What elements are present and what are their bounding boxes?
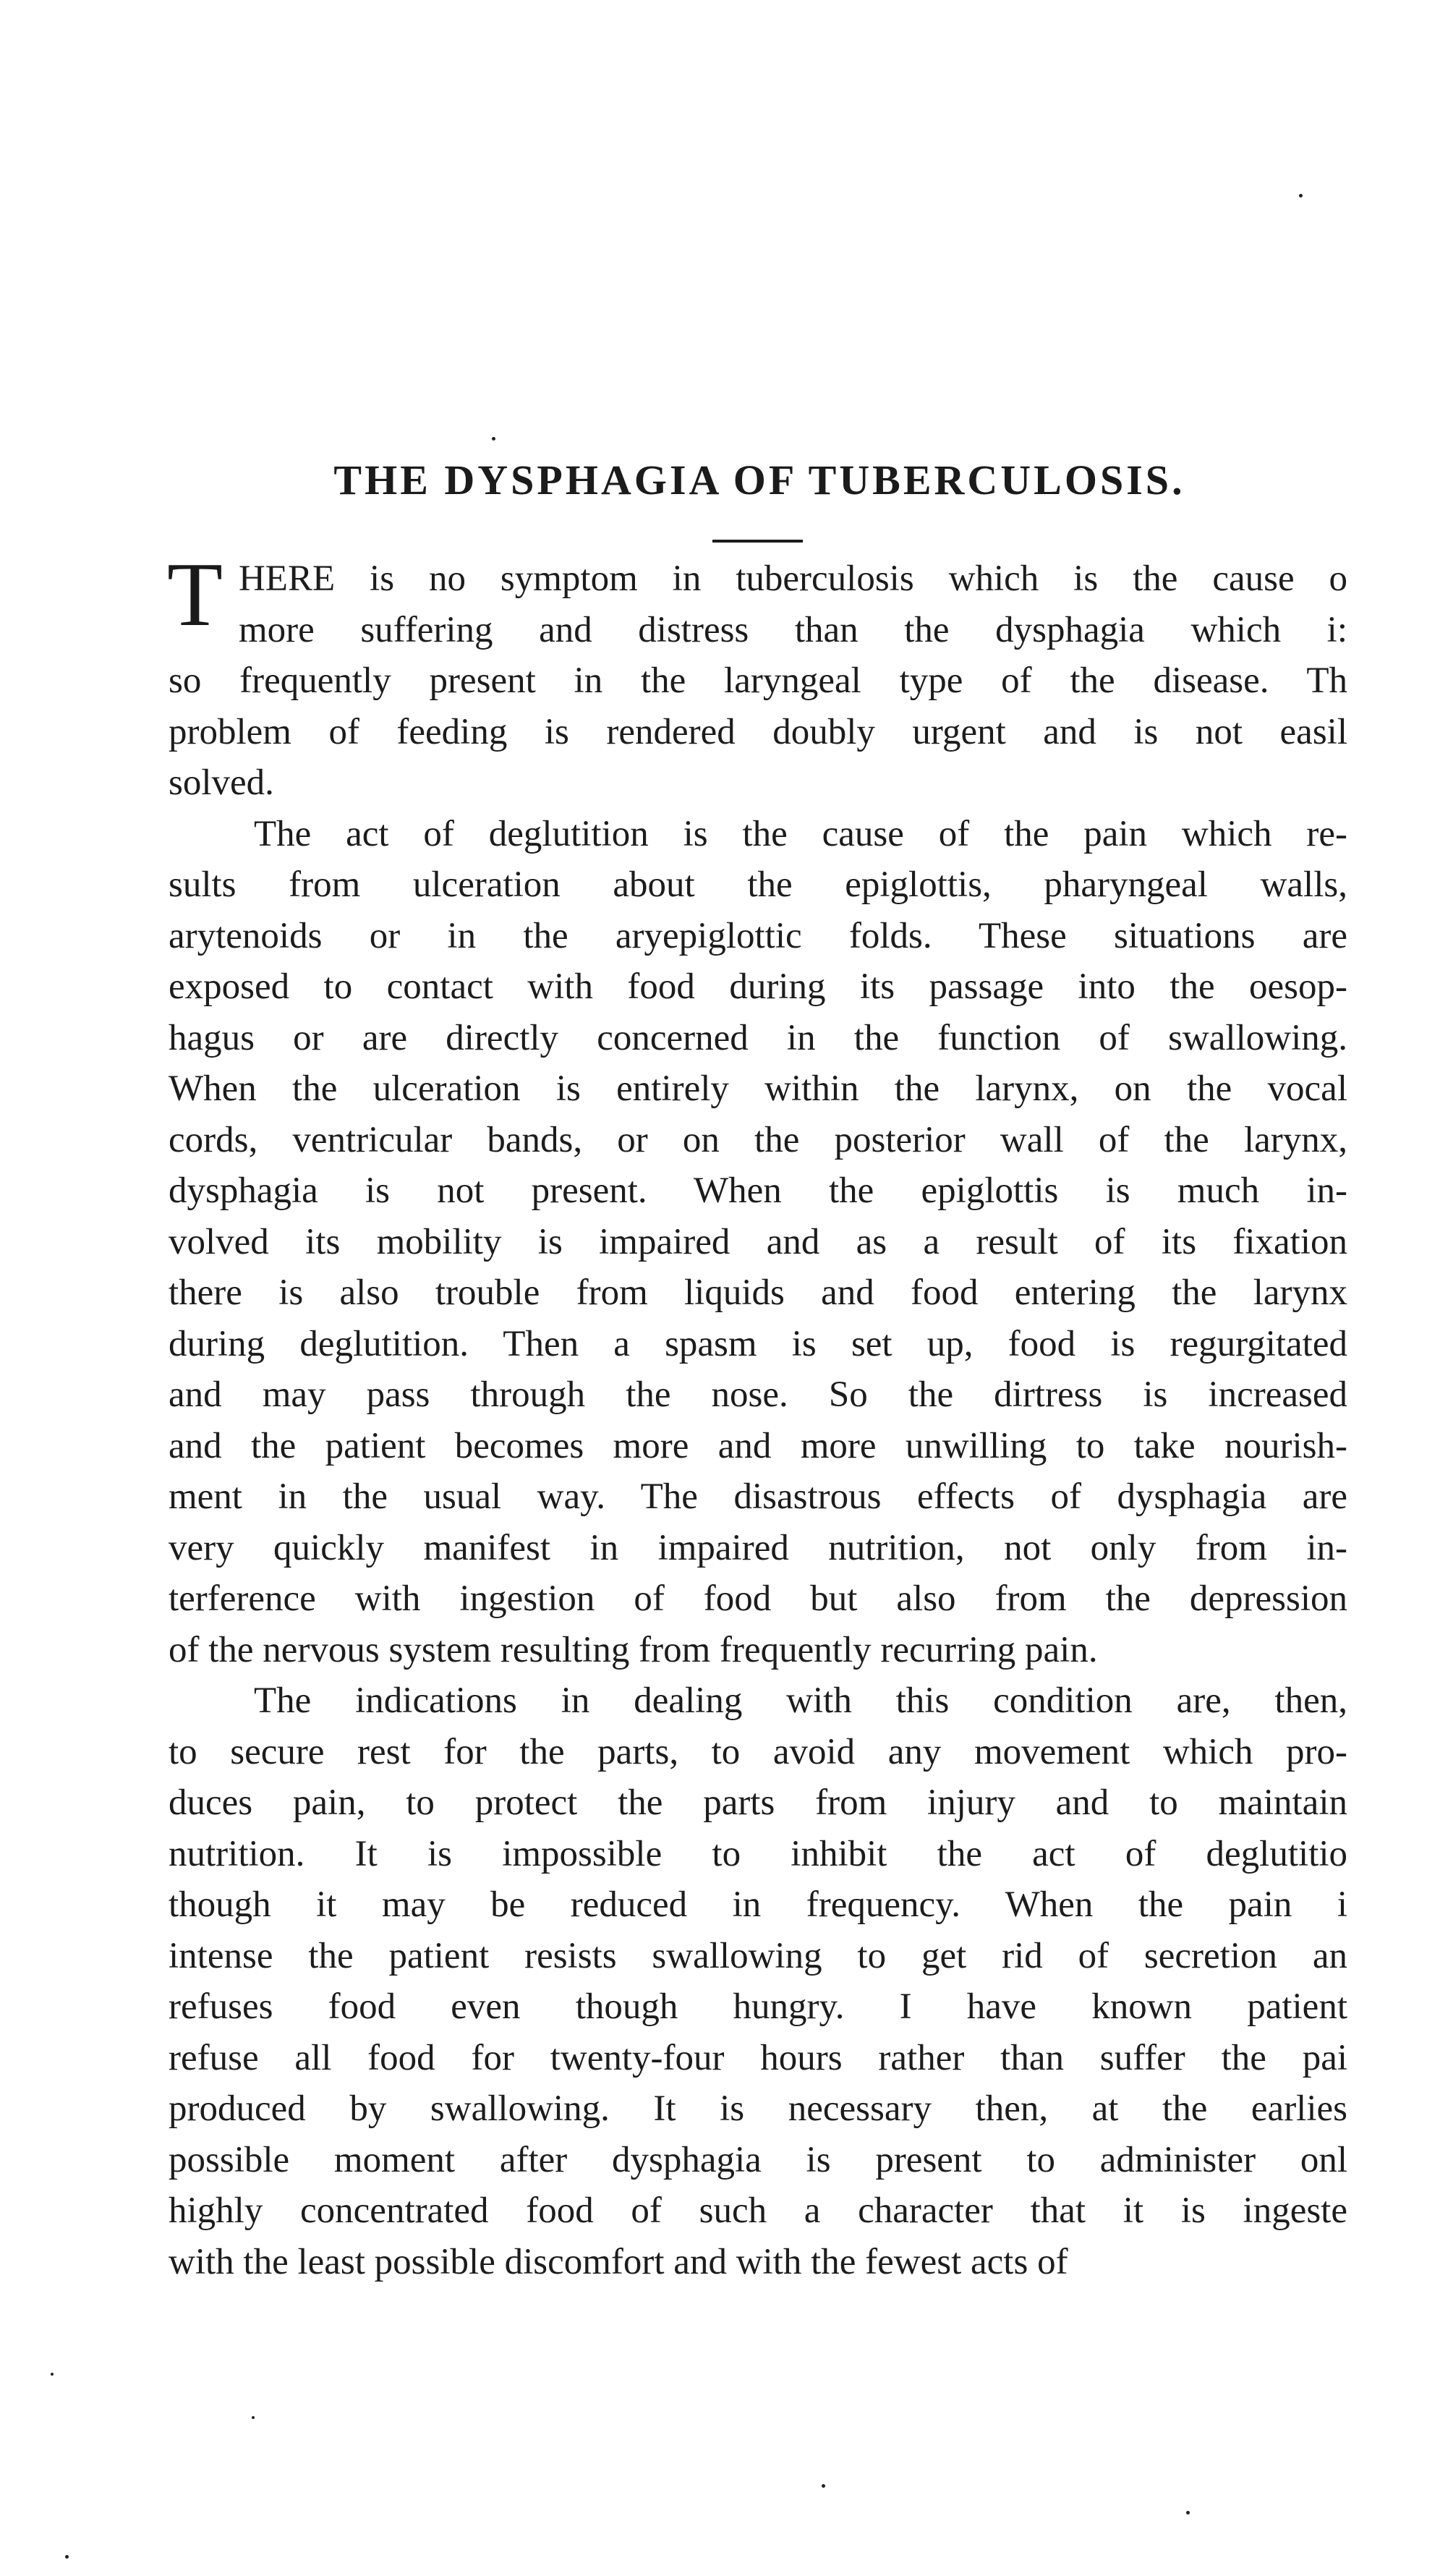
text-line: during deglutition. Then a spasm is set up, food is regurgitated <box>169 1323 1347 1364</box>
text-line: sults from ulceration about the epiglottis, pharyngeal walls, <box>169 864 1347 905</box>
text-line: nutrition. It is impossible to inhibit the act of deglutitio <box>169 1833 1347 1874</box>
article-body <box>167 545 1347 2287</box>
text-line: arytenoids or in the aryepiglottic folds. These situations are <box>169 915 1347 956</box>
ink-speck <box>51 2373 54 2376</box>
ink-speck <box>252 2416 255 2419</box>
text-line: When the ulceration is entirely within the larynx, on the vocal <box>169 1068 1347 1109</box>
text-line: terference with ingestion of food but also from the depression <box>169 1578 1347 1619</box>
ink-speck <box>1299 194 1303 197</box>
paragraph-3 <box>169 1675 1347 2287</box>
text-line: and may pass through the nose. So the dirtress is increased <box>169 1374 1347 1415</box>
text-line: possible moment after dysphagia is present to administer onl <box>169 2139 1347 2180</box>
text-line: ment in the usual way. The disastrous effects of dysphagia are <box>169 1476 1347 1517</box>
text-line: hagus or are directly concerned in the function of swallowing. <box>169 1017 1347 1058</box>
text-line: highly concentrated food of such a character that it is ingeste <box>169 2190 1347 2231</box>
text-line: there is also trouble from liquids and food entering the larynx <box>169 1272 1347 1313</box>
text-line: cords, ventricular bands, or on the posterior wall of the larynx, <box>169 1119 1347 1160</box>
text-line: so frequently present in the laryngeal type of the disease. Th <box>169 660 1347 701</box>
text-line: very quickly manifest in impaired nutrition, not only from in- <box>169 1527 1347 1568</box>
text-line: intense the patient resists swallowing to get rid of secretion an <box>169 1935 1347 1976</box>
page-title: THE DYSPHAGIA OF TUBERCULOSIS. <box>333 456 1185 503</box>
text-line: with the least possible discomfort and with the fewest acts of <box>169 2241 1068 2282</box>
text-line: refuses food even though hungry. I have known patient <box>169 1986 1347 2027</box>
ink-speck <box>492 437 495 441</box>
paragraph-2 <box>169 809 1347 1676</box>
ink-speck <box>65 2555 69 2559</box>
text-line: exposed to contact with food during its passage into the oesop- <box>169 966 1347 1007</box>
text-line: The act of deglutition is the cause of the pain which re- <box>254 813 1347 854</box>
text-line: solved. <box>169 762 274 803</box>
text-line: dysphagia is not present. When the epiglottis is much in- <box>169 1170 1347 1211</box>
text-line: produced by swallowing. It is necessary then, at the earlies <box>169 2088 1347 2129</box>
drop-cap: T <box>167 545 223 645</box>
text-line: of the nervous system resulting from frequently recurring pain. <box>169 1629 1098 1670</box>
text-line: to secure rest for the parts, to avoid any movement which pro- <box>169 1731 1347 1772</box>
text-line: refuse all food for twenty-four hours rather than suffer the pai <box>169 2037 1347 2078</box>
paragraph-1 <box>167 545 1347 809</box>
ink-speck <box>822 2484 825 2488</box>
text-line: though it may be reduced in frequency. When the pain i <box>169 1884 1347 1925</box>
text-line: duces pain, to protect the parts from injury and to maintain <box>169 1782 1347 1823</box>
text-line: The indications in dealing with this condition are, then, <box>254 1680 1347 1721</box>
text-line: volved its mobility is impaired and as a result of its fixation <box>169 1221 1347 1262</box>
title-rule <box>712 540 803 543</box>
text-line: and the patient becomes more and more unwilling to take nourish- <box>169 1425 1347 1466</box>
text-line: HERE is no symptom in tuberculosis which is the cause o <box>238 558 1347 599</box>
text-line: problem of feeding is rendered doubly urgent and is not easil <box>169 711 1347 752</box>
ink-speck <box>1186 2511 1190 2515</box>
text-line: more suffering and distress than the dysphagia which i: <box>238 609 1347 650</box>
